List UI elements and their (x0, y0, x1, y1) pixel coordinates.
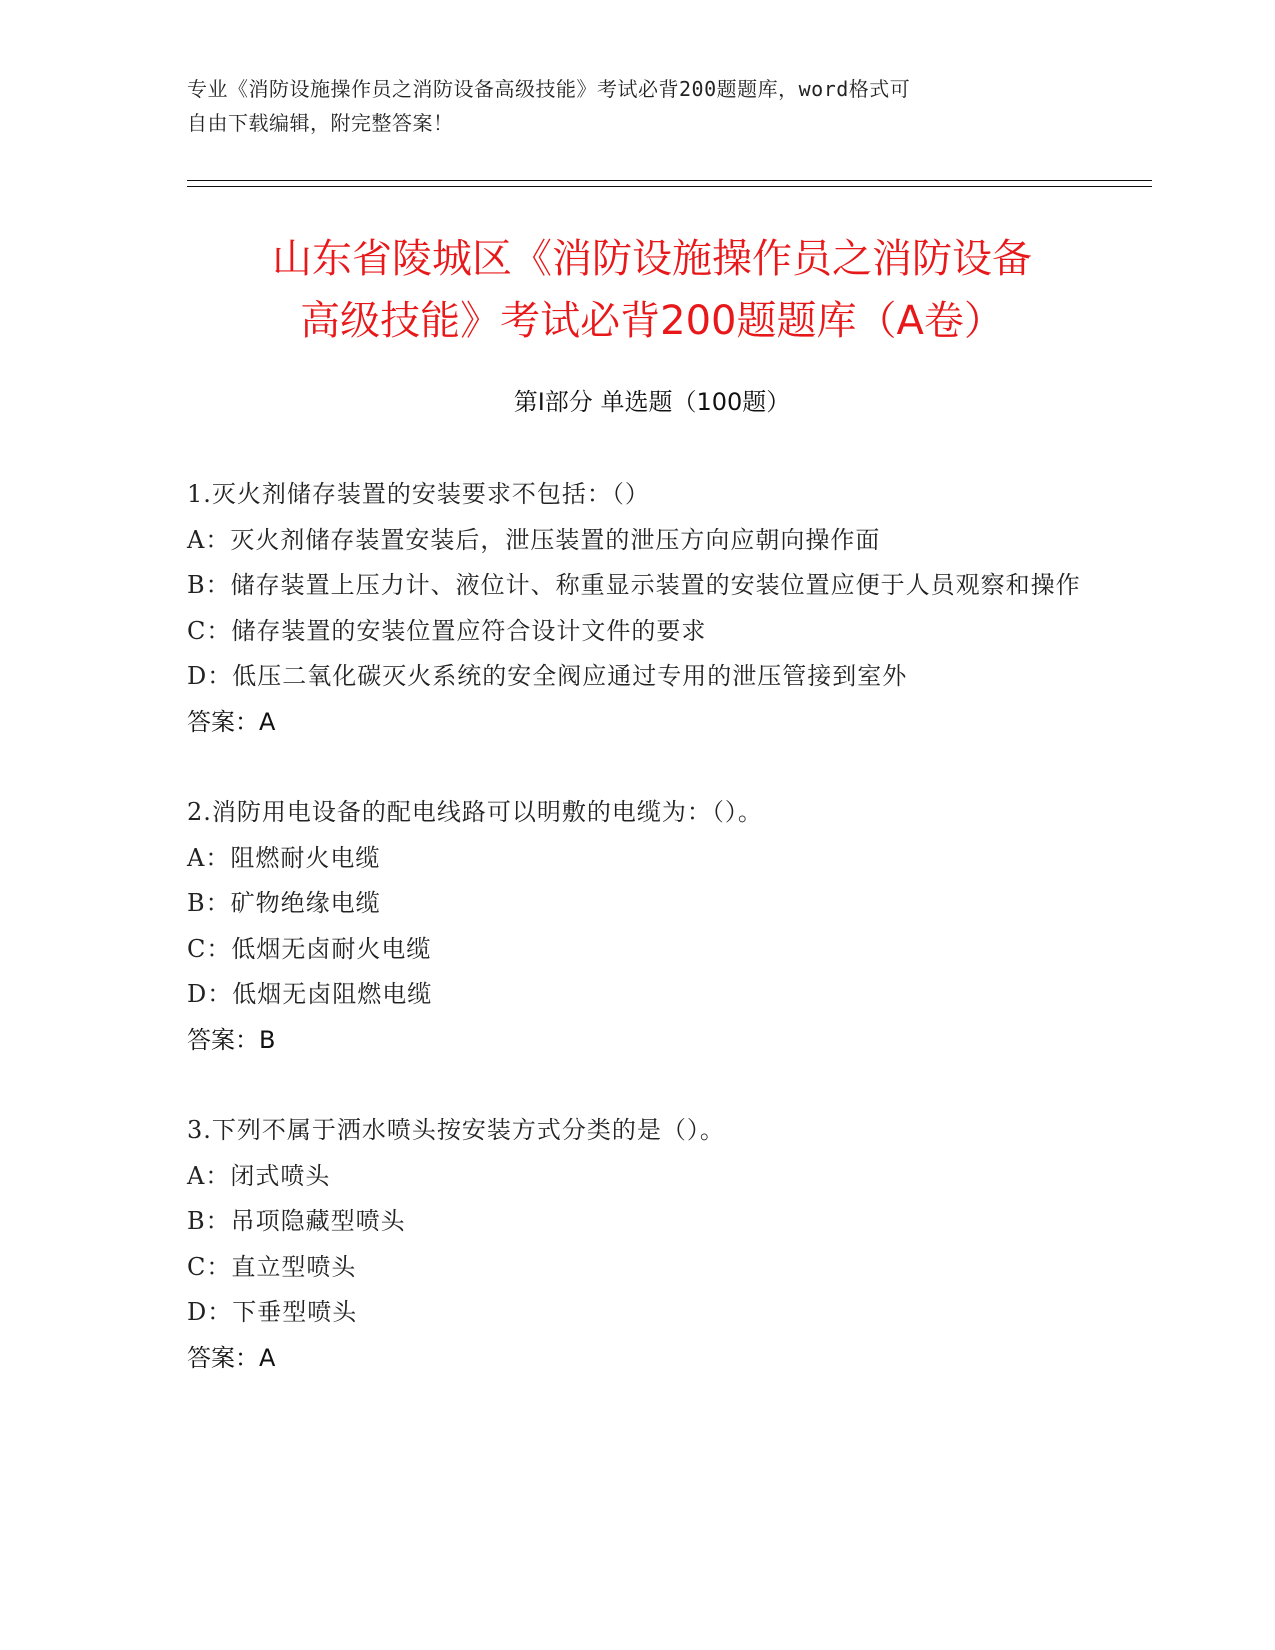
option-b: B：矿物绝缘电缆 (187, 889, 381, 917)
question-spacer (187, 745, 1087, 790)
option-d: D：低烟无卤阻燃电缆 (187, 980, 433, 1008)
header-divider-top (187, 180, 1152, 181)
option-b: B：吊项隐藏型喷头 (187, 1207, 406, 1235)
question-2 (187, 790, 1087, 1063)
question-stem: 2.消防用电设备的配电线路可以明敷的电缆为：（）。 (187, 798, 763, 826)
question-stem: 1.灭火剂储存装置的安装要求不包括：（） (187, 480, 650, 508)
option-d: D：低压二氧化碳灭火系统的安全阀应通过专用的泄压管接到室外 (187, 662, 908, 690)
answer: 答案：A (187, 1343, 276, 1372)
question-3 (187, 1108, 1087, 1381)
header-note-line-2: 自由下载编辑，附完整答案！ (187, 111, 454, 135)
option-a: A：闭式喷头 (187, 1161, 331, 1190)
option-c: C：低烟无卤耐火电缆 (187, 934, 432, 963)
option-c: C：储存装置的安装位置应符合设计文件的要求 (187, 616, 707, 645)
option-d: D：下垂型喷头 (187, 1298, 358, 1326)
header-divider-bottom (187, 186, 1152, 187)
question-spacer (187, 1063, 1087, 1108)
question-list (187, 472, 1087, 1381)
option-c: C：直立型喷头 (187, 1252, 357, 1281)
question-stem: 3.下列不属于洒水喷头按安装方式分类的是（）。 (187, 1116, 725, 1144)
option-a: A：阻燃耐火电缆 (187, 843, 381, 872)
document-title-line-1: 山东省陵城区《消防设施操作员之消防设备 (272, 236, 1032, 282)
answer: 答案：B (187, 1025, 276, 1054)
document-title (187, 228, 1117, 352)
section-title: 第I部分 单选题（100题） (513, 388, 791, 416)
header-note-line-1: 专业《消防设施操作员之消防设备高级技能》考试必背200题题库，word格式可 (187, 77, 911, 101)
header-note (187, 72, 1087, 140)
question-1 (187, 472, 1087, 745)
answer: 答案：A (187, 707, 276, 736)
option-b: B：储存装置上压力计、液位计、称重显示装置的安装位置应便于人员观察和操作 (187, 571, 1081, 599)
document-title-line-2: 高级技能》考试必背200题题库（A卷） (300, 298, 1004, 344)
option-a: A：灭火剂储存装置安装后，泄压装置的泄压方向应朝向操作面 (187, 525, 881, 554)
